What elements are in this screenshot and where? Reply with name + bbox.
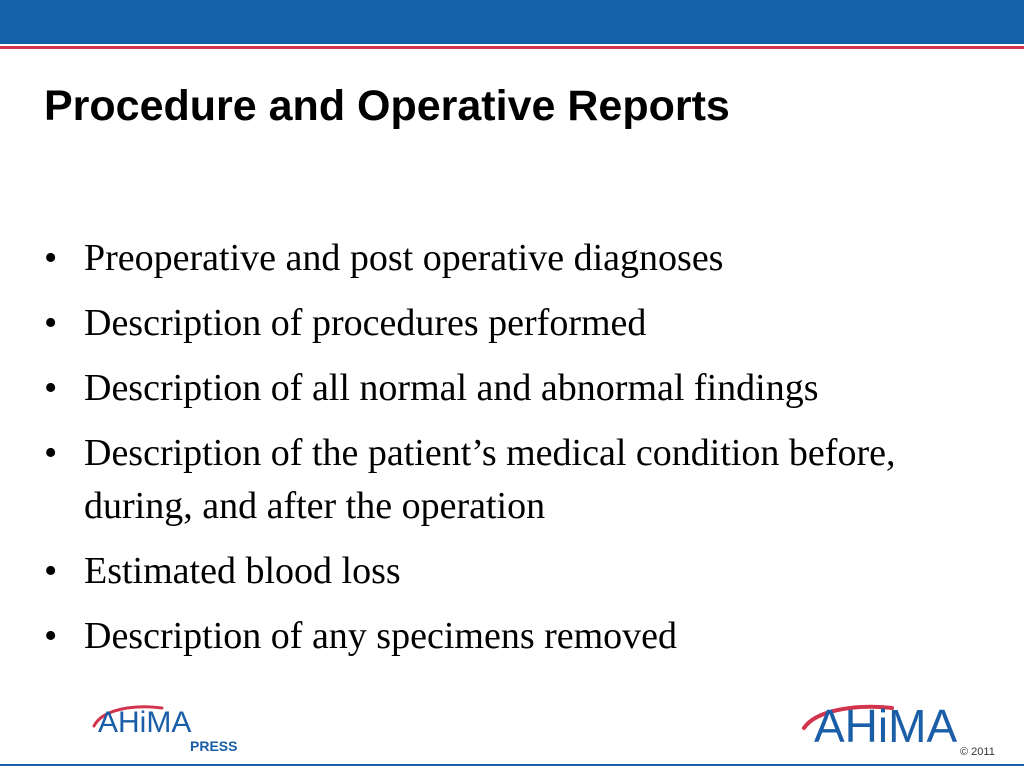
ahima-logo-icon [800, 694, 1000, 748]
bullet-marker: • [44, 302, 58, 344]
bullet-text: Description of the patient’s medical condition before, during, and after the operation [84, 432, 896, 527]
bullet-marker: • [44, 367, 58, 409]
bullet-text: Description of any specimens removed [84, 615, 678, 657]
bullet-text: Preoperative and post operative diagnoses [84, 237, 724, 279]
bullet-marker: • [44, 432, 58, 474]
bullet-text: Description of procedures performed [84, 302, 647, 344]
bullet-item [44, 427, 994, 533]
bullet-text: Description of all normal and abnormal findings [84, 367, 819, 409]
bullet-list [44, 232, 994, 675]
bullet-marker: • [44, 615, 58, 657]
slide-title: Procedure and Operative Reports [44, 82, 730, 130]
logo-subtitle: PRESS [190, 738, 238, 754]
header-accent-rule [0, 46, 1024, 49]
header-band [0, 0, 1024, 44]
bullet-text: Estimated blood loss [84, 550, 401, 592]
bullet-marker: • [44, 550, 58, 592]
bullet-item [44, 297, 994, 350]
bullet-item [44, 545, 994, 598]
logo-wordmark: AHiMA [814, 700, 958, 748]
bullet-item [44, 232, 994, 285]
ahima-press-logo-icon [92, 696, 242, 754]
bullet-item [44, 362, 994, 415]
footer-rule [0, 764, 1024, 766]
bullet-marker: • [44, 237, 58, 279]
copyright-text: © 2011 [960, 746, 995, 758]
logo-wordmark: AHiMA [98, 706, 192, 739]
bullet-item [44, 610, 994, 663]
